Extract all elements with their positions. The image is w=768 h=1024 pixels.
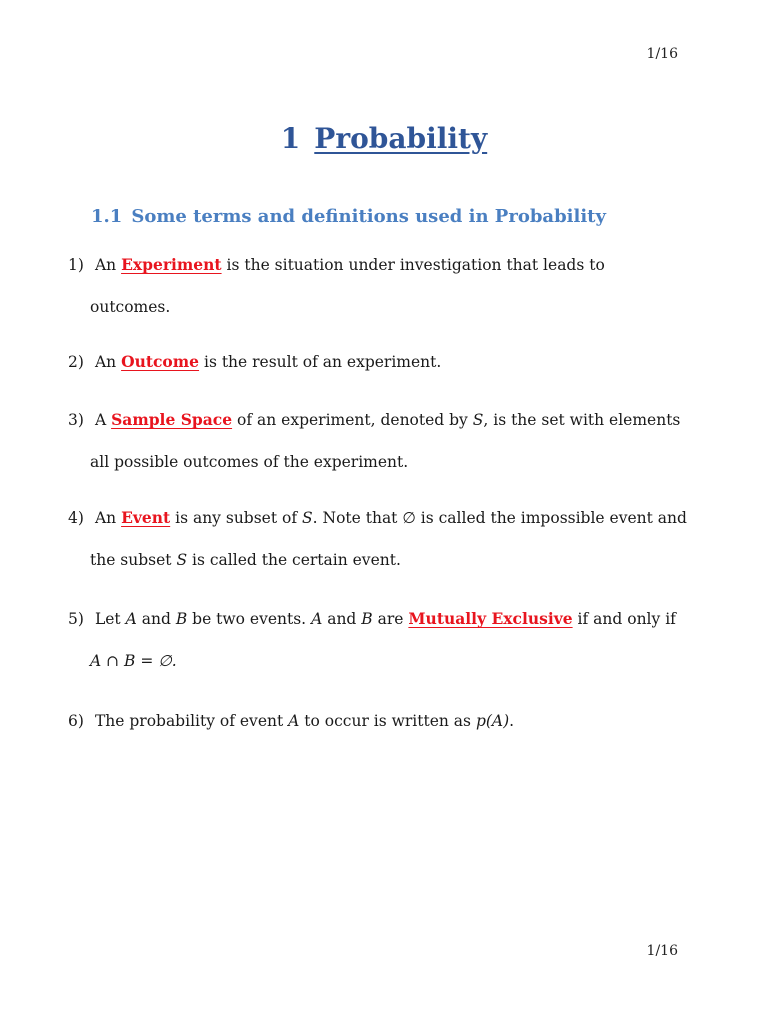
- text-fragment: is the situation under investigation that leads to: [226, 256, 605, 274]
- math-expression: p(A): [475, 712, 510, 730]
- definition-item-6: [68, 700, 688, 742]
- math-symbol: A: [311, 610, 323, 628]
- section-heading: [91, 206, 606, 227]
- term-sample-space: Sample Space: [111, 410, 233, 429]
- definition-line: [68, 244, 688, 286]
- list-marker: 6): [68, 712, 84, 730]
- text-fragment: is called the certain event.: [192, 551, 401, 569]
- math-symbol: S: [176, 551, 188, 569]
- definition-item-3: [68, 399, 688, 483]
- term-mutually-exclusive: Mutually Exclusive: [408, 609, 573, 628]
- text-fragment: and: [327, 610, 357, 628]
- text-fragment: be two events.: [192, 610, 307, 628]
- text-fragment: An: [94, 353, 117, 371]
- definition-line: [68, 497, 688, 539]
- section-number: 1.1: [91, 206, 123, 227]
- text-fragment: is any subset of: [175, 509, 298, 527]
- text-fragment: are: [377, 610, 404, 628]
- term-experiment: Experiment: [121, 255, 222, 274]
- definition-continuation: [68, 539, 688, 581]
- page-title: [0, 122, 768, 155]
- definition-item-5: [68, 598, 688, 682]
- text-fragment: A: [94, 411, 107, 429]
- definition-continuation: all possible outcomes of the experiment.: [90, 453, 409, 471]
- math-symbol: S: [302, 509, 313, 527]
- text-fragment: The probability of event: [94, 712, 284, 730]
- text-fragment: and: [141, 610, 171, 628]
- definition-item-1: [68, 244, 688, 328]
- definition-item-4: [68, 497, 688, 581]
- term-event: Event: [121, 508, 171, 527]
- list-marker: 1): [68, 256, 84, 274]
- page-number-top: 1/16: [646, 46, 678, 62]
- list-marker: 3): [68, 411, 84, 429]
- text-fragment: the subset: [90, 551, 172, 569]
- math-symbol: B: [175, 610, 188, 628]
- math-symbol: B: [361, 610, 373, 628]
- definition-item-2: [68, 341, 688, 383]
- text-fragment: .: [509, 712, 515, 730]
- text-fragment: An: [94, 256, 117, 274]
- list-marker: 4): [68, 509, 84, 527]
- text-fragment: , is the set with elements: [483, 411, 681, 429]
- text-fragment: of an experiment, denoted by: [237, 411, 468, 429]
- text-fragment: Let: [94, 610, 121, 628]
- chapter-number: 1: [280, 122, 301, 155]
- text-fragment: . Note that ∅ is called the impossible event and: [312, 509, 687, 527]
- definition-continuation: outcomes.: [90, 298, 171, 316]
- definition-line: [68, 598, 688, 640]
- text-fragment: is the result of an experiment.: [203, 353, 442, 371]
- text-fragment: An: [94, 509, 117, 527]
- text-fragment: if and only if: [577, 610, 676, 628]
- definition-line: [68, 700, 688, 742]
- definition-line: [68, 399, 688, 441]
- chapter-title: Probability: [314, 122, 488, 155]
- list-marker: 5): [68, 610, 84, 628]
- math-symbol: A: [288, 712, 300, 730]
- text-fragment: to occur is written as: [304, 712, 471, 730]
- term-outcome: Outcome: [121, 352, 200, 371]
- list-marker: 2): [68, 353, 84, 371]
- math-symbol: S: [472, 411, 484, 429]
- definition-line: [68, 341, 688, 383]
- section-title: Some terms and definitions used in Probability: [131, 206, 606, 227]
- math-symbol: A: [125, 610, 137, 628]
- page-number-bottom: 1/16: [646, 943, 678, 959]
- math-expression: A ∩ B = ∅.: [90, 652, 177, 670]
